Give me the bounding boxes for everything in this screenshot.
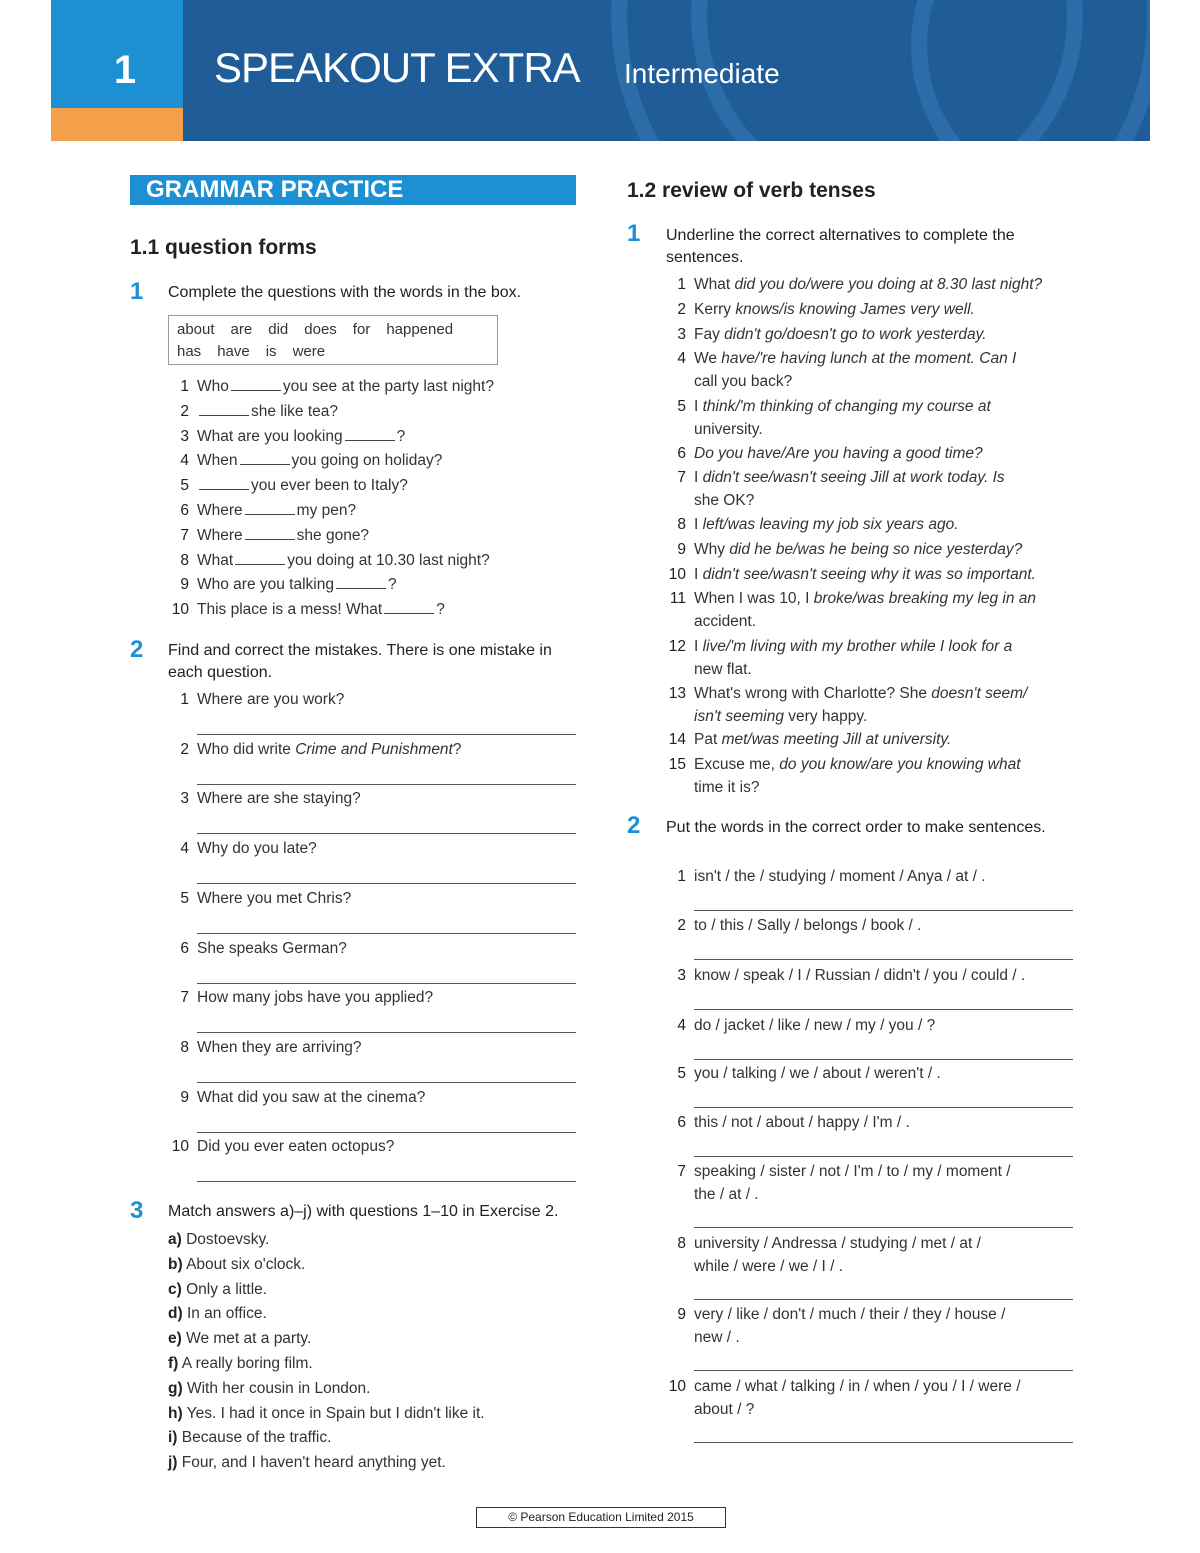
answer-line[interactable]	[694, 1227, 1073, 1228]
verb-alternatives[interactable]: left/was leaving	[702, 516, 809, 533]
answer-item	[168, 1328, 311, 1350]
verb-alternatives[interactable]: my job six years ago.	[808, 516, 959, 533]
verb-alternatives[interactable]: Jill at work today. Is	[866, 469, 1005, 486]
box-word: were	[292, 343, 326, 360]
answer-text: A really boring film.	[181, 1355, 313, 1372]
verb-alternatives[interactable]: do you know/are you knowing	[779, 756, 984, 773]
sentence-text: I	[694, 398, 703, 415]
answer-text: Dostoevsky.	[186, 1231, 270, 1248]
item-number: 1	[180, 378, 189, 395]
item-number: 10	[171, 1138, 189, 1156]
question-text: you ever been to Italy?	[251, 477, 408, 495]
verb-alternatives[interactable]: doesn't seem/	[931, 685, 1028, 702]
sentence-item	[668, 754, 1021, 776]
answer-line[interactable]	[197, 1132, 576, 1133]
sentence-text: I	[694, 469, 703, 486]
question-item	[180, 475, 408, 497]
answer-line[interactable]	[197, 1181, 576, 1182]
question-text: she like tea?	[251, 402, 339, 420]
book-title: Crime and Punishment	[295, 740, 453, 758]
verb-alternatives[interactable]: a good time?	[888, 445, 983, 462]
exercise-number: 2	[627, 812, 641, 839]
answer-blank[interactable]	[240, 450, 290, 465]
answer-item	[168, 1303, 267, 1325]
exercise-number: 2	[130, 636, 144, 663]
jumbled-words: very / like / don't / much / their / they / house /	[694, 1306, 1006, 1323]
verb-alternatives[interactable]: isn't seeming	[694, 708, 784, 725]
question-item	[180, 938, 347, 960]
level-label: Intermediate	[624, 58, 780, 89]
answer-text: About six o'clock.	[186, 1255, 306, 1273]
item-number: 13	[668, 685, 686, 702]
answer-line[interactable]	[197, 883, 576, 884]
question-item	[180, 1087, 426, 1109]
word-order-item	[677, 866, 986, 888]
answer-line[interactable]	[197, 784, 576, 785]
verb-alternatives[interactable]: at 8.30 last night?	[915, 276, 1043, 293]
item-number: 5	[677, 398, 686, 415]
question-text: ?	[436, 601, 445, 619]
sentence-continuation	[694, 611, 756, 633]
jumbled-words: isn't / the / studying / moment / Anya / at / .	[694, 868, 986, 885]
verb-alternatives[interactable]: why it was so important.	[866, 566, 1036, 583]
answer-line[interactable]	[694, 1299, 1073, 1300]
item-number: 11	[669, 590, 686, 607]
question-item	[180, 788, 361, 810]
verb-alternatives[interactable]: have/'re having	[721, 350, 826, 367]
answer-blank[interactable]	[245, 500, 295, 515]
jumbled-words: the / at / .	[694, 1186, 759, 1203]
word-order-item	[677, 1112, 910, 1134]
answer-letter: g)	[168, 1379, 183, 1397]
sentence-text: accident.	[694, 613, 757, 630]
sentence-continuation	[694, 659, 752, 681]
word-order-item	[677, 1161, 1011, 1183]
exercise-instruction: Complete the questions with the words in the box.	[168, 284, 522, 301]
verb-alternatives[interactable]: Jill at university.	[838, 731, 952, 748]
question-item	[180, 376, 494, 398]
question-text: When they are arriving?	[197, 1038, 362, 1056]
word-order-item	[677, 1063, 941, 1085]
answer-item	[168, 1229, 269, 1251]
verb-alternatives[interactable]: did you do/were you doing	[734, 276, 916, 293]
question-text: she gone?	[296, 526, 370, 544]
item-number: 2	[677, 301, 686, 318]
answer-blank[interactable]	[345, 426, 395, 441]
question-text: ?	[452, 740, 462, 758]
answer-line[interactable]	[694, 1442, 1073, 1443]
answer-text: We met at a party.	[186, 1330, 312, 1348]
sentence-text: Fay	[694, 326, 725, 343]
question-text: What are you looking	[197, 427, 343, 445]
answer-line[interactable]	[694, 1009, 1073, 1010]
answer-line[interactable]	[694, 1059, 1073, 1060]
question-item	[180, 987, 434, 1009]
sentence-text: call you back?	[694, 373, 793, 390]
answer-letter: h)	[168, 1404, 183, 1422]
answer-letter: c)	[168, 1280, 182, 1298]
question-item	[180, 450, 443, 472]
item-number: 1	[677, 868, 686, 885]
answer-item	[168, 1254, 305, 1276]
sentence-text: new flat.	[694, 661, 752, 678]
exercise-instruction: Put the words in the correct order to make sentences.	[666, 819, 1046, 836]
answer-item	[168, 1427, 331, 1449]
unit-number: 1	[113, 48, 137, 92]
question-text: Where are she staying?	[197, 790, 361, 808]
question-text: What did you saw at the cinema?	[197, 1088, 426, 1106]
question-text: Where	[197, 502, 243, 519]
question-item	[180, 574, 397, 596]
item-number: 3	[677, 326, 686, 343]
answer-text: In an office.	[186, 1305, 267, 1323]
item-number: 4	[180, 452, 189, 470]
exercise-number: 1	[627, 220, 641, 247]
answer-text: Yes. I had it once in Spain but I didn't like it.	[186, 1404, 485, 1422]
word-box	[168, 315, 498, 365]
verb-alternatives[interactable]: with my brother while I look for a	[785, 638, 1013, 655]
item-number: 10	[171, 601, 189, 619]
word-order-item	[677, 1304, 1006, 1326]
word-order-continuation	[694, 1399, 754, 1421]
answer-item	[168, 1378, 370, 1400]
sentence-item	[677, 299, 975, 321]
box-word: have	[217, 343, 250, 360]
question-text: Where	[197, 526, 243, 544]
answer-text: Because of the traffic.	[181, 1429, 332, 1447]
sentence-item	[677, 467, 1005, 489]
verb-alternatives[interactable]: so nice yesterday?	[888, 541, 1023, 558]
jumbled-words: about / ?	[694, 1401, 755, 1418]
question-item	[180, 689, 345, 711]
item-number: 10	[668, 566, 686, 583]
answer-line[interactable]	[197, 983, 576, 984]
item-number: 4	[677, 1017, 686, 1034]
sentence-text: When I was 10, I	[694, 590, 814, 607]
answer-line[interactable]	[197, 734, 576, 735]
box-word: happened	[386, 321, 454, 338]
item-number: 14	[668, 731, 686, 748]
verb-alternatives[interactable]: broke/was breaking	[813, 590, 949, 607]
jumbled-words: university / Andressa / studying / met / at /	[694, 1235, 981, 1252]
exercise-number: 1	[130, 278, 144, 305]
verb-alternatives[interactable]: think/'m thinking	[702, 398, 814, 415]
sentence-item	[668, 683, 1028, 705]
answer-item	[168, 1279, 267, 1301]
item-number: 9	[677, 541, 686, 558]
verb-alternatives[interactable]: of changing my course at	[813, 398, 991, 415]
answer-line[interactable]	[694, 1370, 1073, 1371]
box-word: has	[177, 343, 202, 360]
answer-letter: d)	[168, 1305, 183, 1323]
sentence-continuation	[694, 490, 754, 512]
item-number: 5	[180, 889, 189, 907]
question-item	[180, 426, 406, 448]
box-word: does	[304, 321, 337, 338]
question-item	[180, 888, 352, 910]
word-order-continuation	[694, 1256, 843, 1278]
answer-text: With her cousin in London.	[186, 1379, 371, 1397]
answer-letter: f)	[168, 1355, 179, 1372]
sentence-text: Why	[694, 541, 730, 558]
item-number: 6	[677, 1114, 686, 1131]
exercise-instruction: Underline the correct alternatives to complete the sentences.	[666, 227, 1015, 266]
item-number: 7	[180, 989, 189, 1007]
answer-line[interactable]	[197, 1032, 576, 1033]
verb-alternatives[interactable]: what	[983, 756, 1021, 773]
sentence-item	[668, 564, 1036, 586]
jumbled-words: to / this / Sally / belongs / book / .	[694, 917, 922, 934]
sentence-continuation	[694, 706, 867, 728]
verb-alternatives[interactable]: didn't see/wasn't seeing	[702, 566, 867, 583]
section-title: 1.1 question forms	[130, 236, 317, 259]
question-text: Why do you late?	[197, 840, 317, 858]
word-order-item	[677, 965, 1026, 987]
word-order-continuation	[694, 1327, 740, 1349]
question-text: What	[197, 551, 234, 569]
sentence-text: Pat	[694, 731, 722, 748]
answer-letter: a)	[168, 1231, 182, 1248]
word-order-item	[668, 1376, 1021, 1398]
answer-blank[interactable]	[199, 475, 249, 490]
sentence-text: I	[694, 516, 703, 533]
exercise-number: 3	[130, 1197, 144, 1224]
item-number: 9	[180, 576, 189, 594]
question-item	[180, 525, 370, 547]
question-text: Who did write	[197, 740, 296, 758]
verb-alternatives[interactable]: live/'m living	[702, 638, 786, 655]
sentence-item	[677, 348, 1017, 370]
question-text: Did you ever eaten octopus?	[197, 1138, 395, 1156]
decorative-swirl	[911, 0, 1150, 141]
verb-alternatives[interactable]: didn't go/doesn't go	[724, 326, 858, 343]
question-text: Who	[197, 378, 229, 395]
question-text: you see at the party last night?	[282, 378, 494, 395]
jumbled-words: speaking / sister / not / I'm / to / my / moment /	[694, 1163, 1011, 1180]
question-text: When	[197, 452, 238, 470]
word-order-item	[677, 1233, 981, 1255]
brand-title: SPEAKOUT EXTRA	[214, 44, 580, 91]
answer-line[interactable]	[694, 959, 1073, 960]
question-text: ?	[388, 576, 397, 594]
answer-line[interactable]	[197, 833, 576, 834]
answer-line[interactable]	[694, 910, 1073, 911]
item-number: 6	[180, 939, 189, 957]
unit-accent	[51, 108, 183, 141]
word-order-item	[677, 915, 922, 937]
sentence-item	[677, 274, 1043, 296]
sentence-text: Kerry	[694, 301, 736, 318]
answer-blank[interactable]	[336, 574, 386, 589]
verb-alternatives[interactable]: did he be/was he being	[729, 541, 889, 558]
answer-text: Four, and I haven't heard anything yet.	[181, 1454, 446, 1472]
word-order-continuation	[694, 1184, 759, 1206]
verb-alternatives[interactable]: Do you have/Are you having	[694, 445, 889, 462]
item-number: 8	[677, 1235, 686, 1252]
verb-alternatives[interactable]: to work yesterday.	[857, 326, 987, 343]
question-text: you doing at 10.30 last night?	[287, 551, 490, 569]
question-text: ?	[396, 427, 406, 445]
item-number: 4	[677, 350, 686, 367]
answer-text: Only a little.	[186, 1280, 268, 1298]
verb-alternatives[interactable]: didn't see/wasn't seeing	[702, 469, 867, 486]
question-text: Who are you talking	[197, 576, 334, 594]
question-item	[180, 401, 339, 423]
question-text: How many jobs have you applied?	[197, 989, 434, 1007]
jumbled-words: while / were / we / I / .	[694, 1258, 844, 1275]
sentence-item	[677, 396, 991, 418]
jumbled-words: know / speak / I / Russian / didn't / you / could / .	[694, 967, 1026, 984]
item-number: 5	[677, 1065, 686, 1082]
answer-line[interactable]	[197, 933, 576, 934]
item-number: 8	[180, 551, 189, 569]
answer-letter: j)	[168, 1454, 178, 1472]
item-number: 7	[677, 1163, 686, 1180]
sentence-text: university.	[694, 421, 763, 438]
answer-blank[interactable]	[245, 525, 295, 540]
item-number: 1	[180, 691, 189, 708]
item-number: 9	[677, 1306, 686, 1323]
question-text: my pen?	[296, 502, 357, 519]
question-item	[180, 550, 490, 572]
question-text: She speaks German?	[197, 939, 347, 957]
sentence-item	[677, 324, 987, 346]
sentence-item	[668, 729, 952, 751]
sentence-item	[669, 588, 1037, 610]
item-number: 2	[677, 917, 686, 934]
question-text: you going on holiday?	[291, 452, 443, 470]
question-item	[171, 1136, 395, 1158]
answer-blank[interactable]	[231, 376, 281, 391]
answer-item	[168, 1452, 446, 1474]
jumbled-words: you / talking / we / about / weren't / .	[694, 1065, 941, 1082]
item-number: 2	[180, 402, 189, 420]
answer-line[interactable]	[694, 1107, 1073, 1108]
question-item	[180, 1037, 362, 1059]
answer-letter: b)	[168, 1255, 183, 1273]
item-number: 8	[677, 516, 686, 533]
sentence-item	[677, 539, 1023, 561]
answer-line[interactable]	[694, 1156, 1073, 1157]
item-number: 10	[668, 1378, 686, 1395]
item-number: 3	[180, 427, 189, 445]
sentence-text: I	[694, 566, 703, 583]
jumbled-words: new / .	[694, 1329, 740, 1346]
item-number: 7	[180, 526, 189, 544]
sentence-text: time it is?	[694, 779, 760, 796]
box-word: about	[177, 321, 215, 338]
sentence-item	[668, 636, 1013, 658]
answer-blank[interactable]	[235, 550, 285, 565]
item-number: 12	[668, 638, 686, 655]
answer-letter: i)	[168, 1429, 178, 1447]
item-number: 8	[180, 1038, 189, 1056]
item-number: 15	[668, 756, 686, 773]
sentence-text: I	[694, 638, 703, 655]
question-text: This place is a mess! What	[197, 601, 383, 619]
item-number: 9	[180, 1088, 189, 1106]
section-title: 1.2 review of verb tenses	[627, 179, 876, 202]
answer-item	[168, 1403, 485, 1425]
item-number: 6	[180, 502, 189, 519]
exercise-instruction: Find and correct the mistakes. There is one mistake in each question.	[168, 642, 552, 681]
verb-alternatives[interactable]: James very well.	[855, 301, 975, 318]
exercise-instruction: Match answers a)–j) with questions 1–10 in Exercise 2.	[168, 1203, 559, 1220]
question-item	[180, 500, 357, 522]
item-number: 3	[677, 967, 686, 984]
question-text: Where you met Chris?	[197, 889, 352, 907]
item-number: 6	[677, 445, 686, 462]
jumbled-words: do / jacket / like / new / my / you / ?	[694, 1017, 936, 1034]
sentence-text: very happy.	[783, 708, 868, 725]
word-order-item	[677, 1015, 936, 1037]
sentence-text: We	[694, 350, 722, 367]
verb-alternatives[interactable]: lunch at the moment. Can I	[825, 350, 1017, 367]
copyright-footer: © Pearson Education Limited 2015	[476, 1507, 726, 1528]
box-word: for	[352, 321, 371, 338]
verb-alternatives[interactable]: my leg in an	[948, 590, 1037, 607]
item-number: 7	[677, 469, 686, 486]
question-text: Where are you work?	[197, 691, 345, 708]
verb-alternatives[interactable]: knows/is knowing	[735, 301, 856, 318]
sentence-continuation	[694, 419, 763, 441]
item-number: 3	[180, 790, 189, 808]
grammar-practice-banner: GRAMMAR PRACTICE	[130, 175, 576, 205]
question-item	[180, 838, 317, 860]
box-word: are	[230, 321, 253, 338]
item-number: 5	[180, 477, 189, 495]
box-word: did	[268, 321, 289, 338]
answer-letter: e)	[168, 1330, 182, 1348]
answer-blank[interactable]	[199, 401, 249, 416]
answer-line[interactable]	[197, 1082, 576, 1083]
item-number: 1	[677, 276, 686, 293]
question-item	[180, 739, 462, 761]
box-word: is	[265, 343, 277, 360]
answer-item	[168, 1353, 313, 1375]
answer-blank[interactable]	[384, 599, 434, 614]
sentence-continuation	[694, 371, 792, 393]
item-number: 2	[180, 740, 189, 758]
jumbled-words: came / what / talking / in / when / you / I / were /	[694, 1378, 1021, 1395]
sentence-text: What's wrong with Charlotte? She	[694, 685, 932, 702]
item-number: 4	[180, 840, 189, 858]
verb-alternatives[interactable]: met/was meeting	[721, 731, 839, 748]
sentence-item	[677, 514, 959, 536]
sentence-text: Excuse me,	[694, 756, 780, 773]
sentence-text: she OK?	[694, 492, 755, 509]
page-header	[51, 0, 1150, 141]
sentence-text: What	[694, 276, 735, 293]
sentence-item	[677, 443, 983, 465]
jumbled-words: this / not / about / happy / I'm / .	[694, 1114, 910, 1131]
question-item	[171, 599, 445, 621]
sentence-continuation	[694, 777, 759, 799]
